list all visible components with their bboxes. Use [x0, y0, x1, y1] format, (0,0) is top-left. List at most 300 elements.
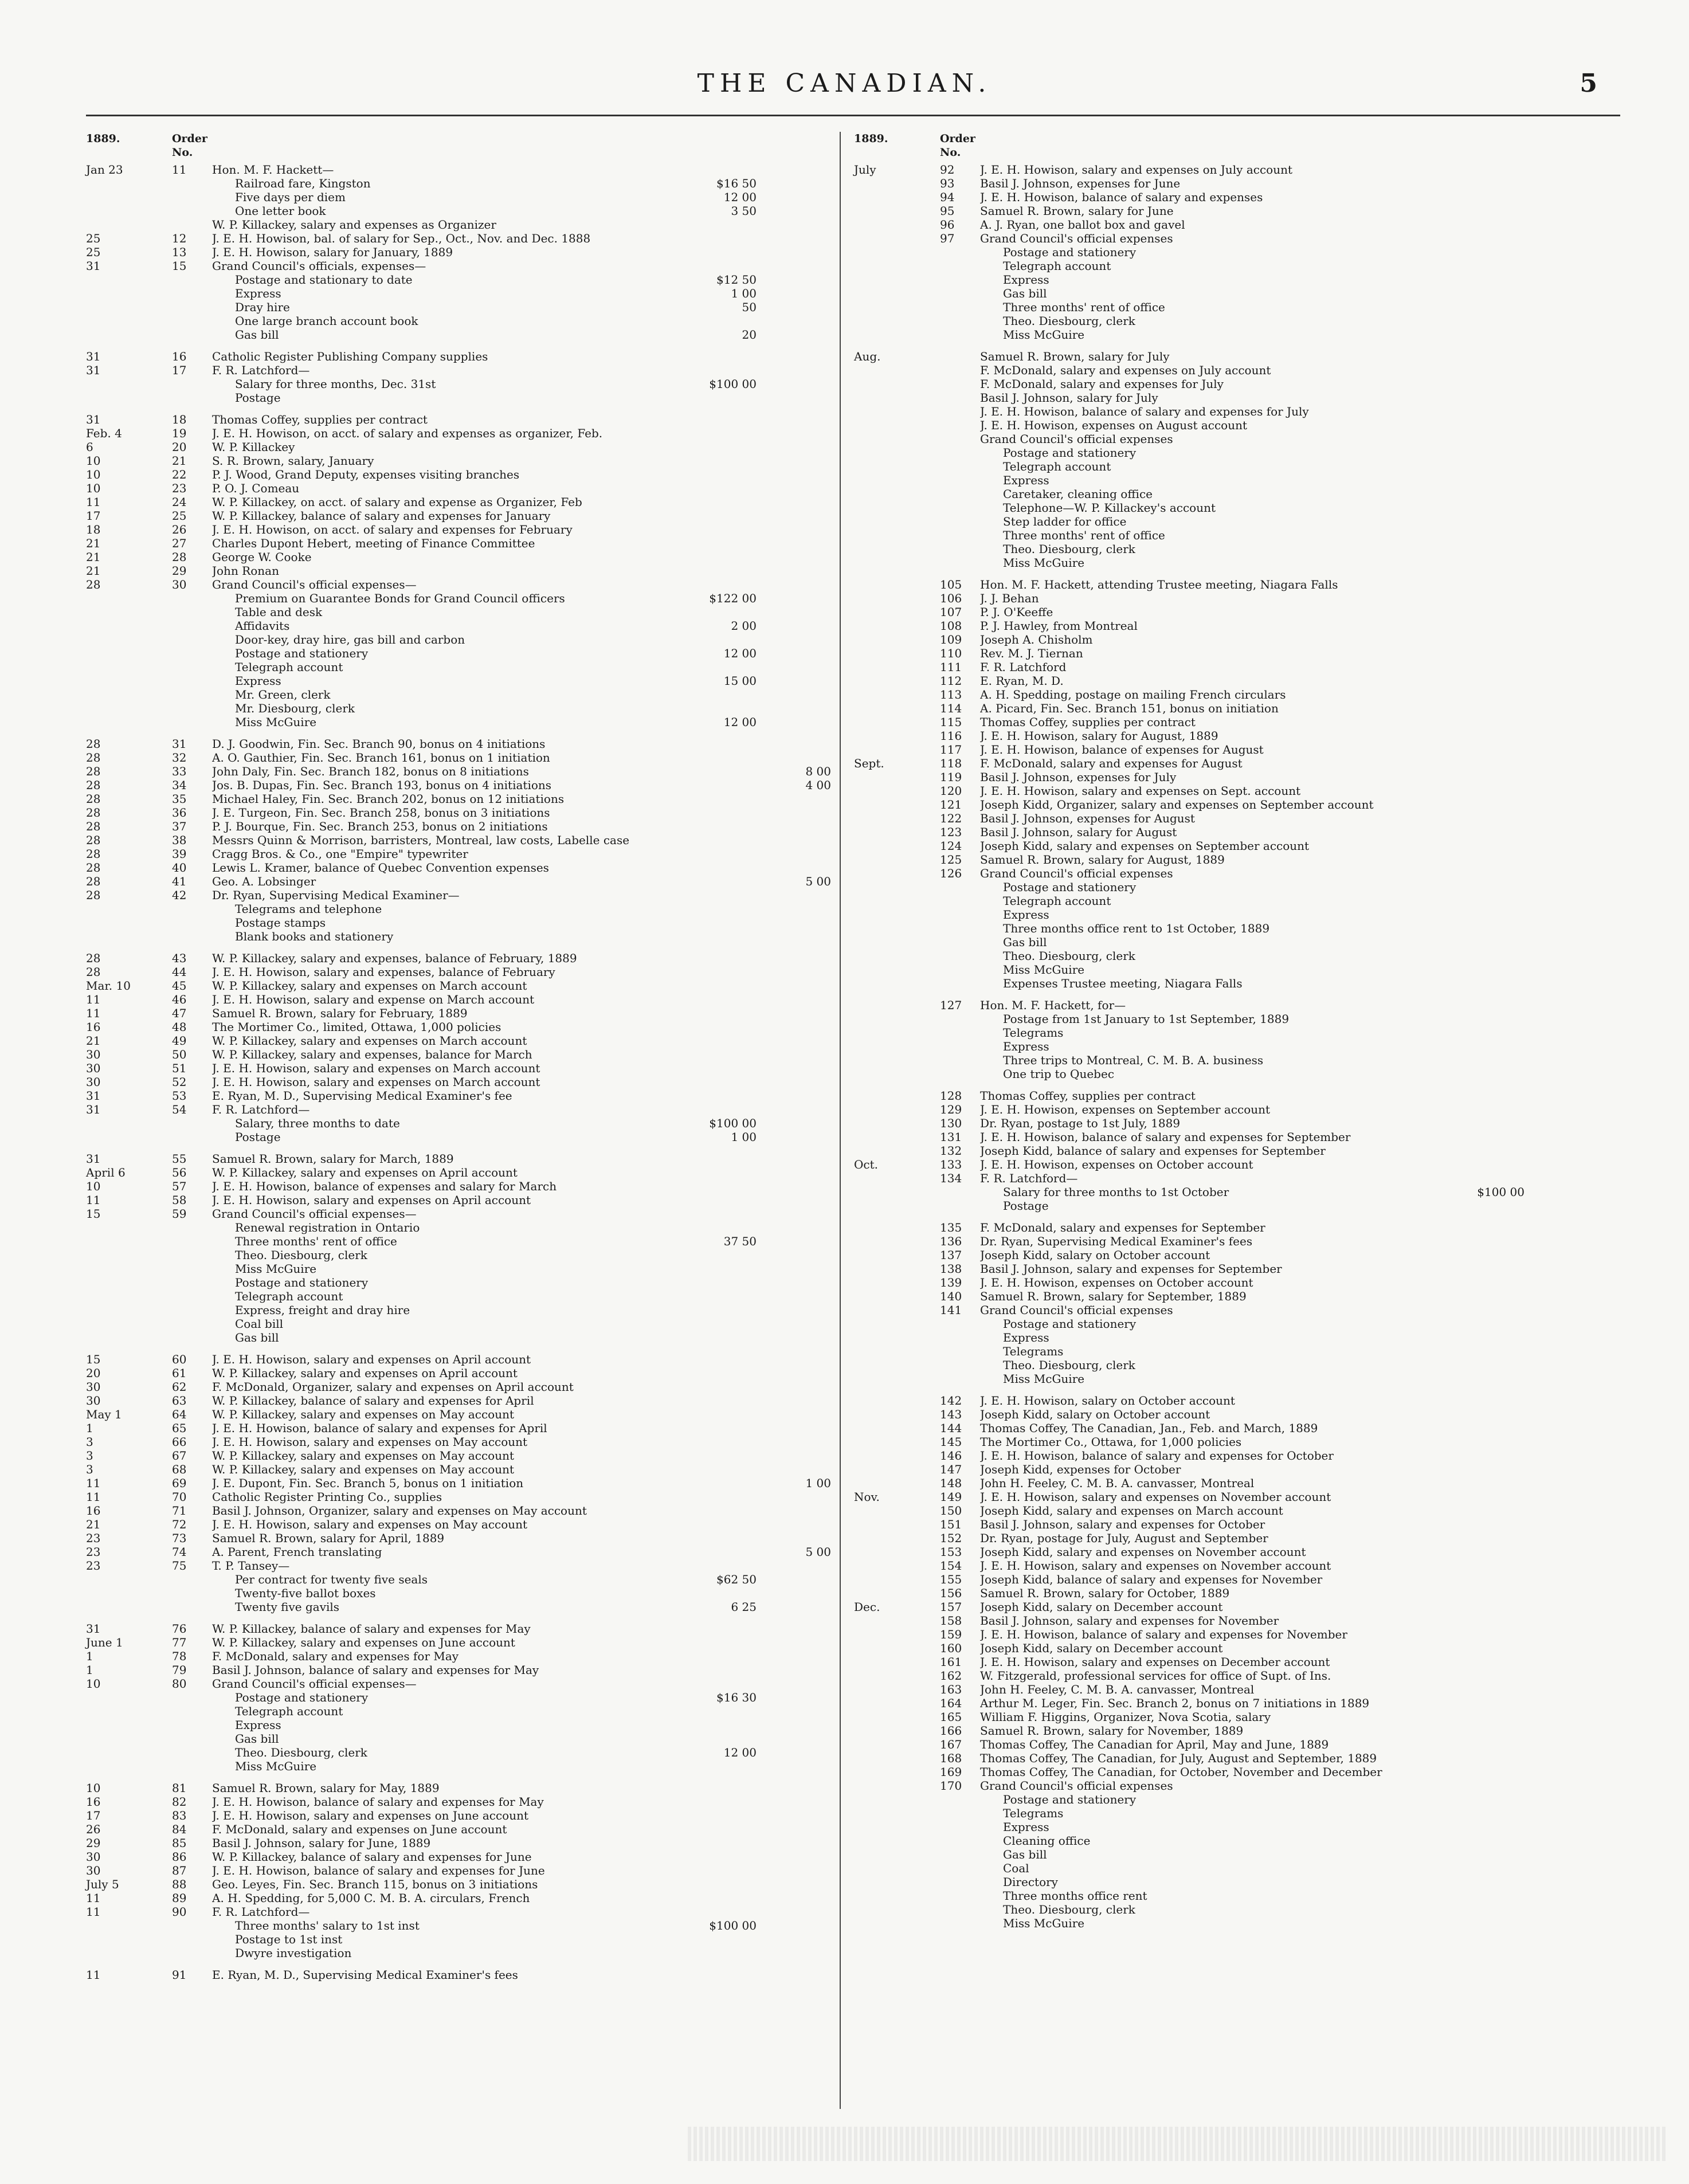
total-amount — [757, 965, 831, 979]
entry-description: William F. Higgins, Organizer, Nova Scotia, salary — [980, 1710, 1271, 1724]
entry-description: Joseph Kidd, salary and expenses on September account — [980, 839, 1310, 853]
entry-description: W. P. Killackey, salary and expenses on April account — [212, 1366, 518, 1380]
entry-date — [854, 578, 940, 591]
ledger-row — [854, 1449, 1599, 1462]
entry-description: Samuel R. Brown, salary for July — [980, 350, 1170, 363]
entry-date: 21 — [86, 550, 101, 564]
entry-description: Miss McGuire — [1003, 963, 1085, 977]
subtotal-amount — [1456, 460, 1525, 473]
ledger-detail-row — [86, 1746, 831, 1759]
entry-date — [854, 1012, 940, 1026]
entry-description: Coal — [1003, 1861, 1029, 1875]
order-number: 110 — [940, 646, 962, 660]
ledger-detail-row — [854, 1793, 1599, 1806]
total-amount — [1525, 190, 1599, 204]
order-number: 30 — [172, 578, 187, 591]
order-number: 140 — [940, 1289, 962, 1303]
ledger-detail-row — [854, 542, 1599, 556]
order-number: 16 — [172, 350, 187, 363]
subtotal-amount — [1456, 1089, 1525, 1103]
subtotal-amount — [688, 1207, 757, 1221]
entry-date — [854, 1276, 940, 1289]
entry-description: Hon. M. F. Hackett— — [212, 163, 334, 177]
subtotal-amount — [1456, 798, 1525, 811]
subtotal-amount — [1456, 273, 1525, 287]
order-number: 55 — [172, 1152, 187, 1166]
order-number: 122 — [940, 811, 962, 825]
entry-description: J. E. H. Howison, salary and expenses on November account — [980, 1559, 1331, 1573]
total-amount — [1525, 259, 1599, 273]
entry-description: Joseph Kidd, Organizer, salary and expenses on September account — [980, 798, 1374, 811]
entry-description: Grand Council's official expenses — [980, 1779, 1173, 1793]
entry-date — [854, 1421, 940, 1435]
entry-date: 21 — [86, 1518, 101, 1531]
subtotal-amount — [1456, 1875, 1525, 1889]
ledger-detail-row — [86, 391, 831, 405]
subtotal-amount — [688, 1366, 757, 1380]
entry-date — [854, 1751, 940, 1765]
entry-description: Gas bill — [1003, 287, 1047, 300]
subtotal-amount — [1456, 1518, 1525, 1531]
entry-description: Theo. Diesbourg, clerk — [235, 1248, 367, 1262]
ledger-detail-row — [86, 1732, 831, 1746]
subtotal-amount — [688, 605, 757, 619]
entry-date — [854, 619, 940, 633]
entry-date: Sept. — [854, 756, 884, 770]
ledger-row — [86, 1822, 831, 1836]
total-amount — [1525, 1144, 1599, 1158]
ledger-row — [854, 1234, 1599, 1248]
subtotal-amount — [1456, 1490, 1525, 1504]
entry-description: Dr. Ryan, postage to 1st July, 1889 — [980, 1116, 1181, 1130]
total-amount — [1525, 1476, 1599, 1490]
entry-date: July — [854, 163, 876, 177]
entry-date — [854, 1144, 940, 1158]
total-amount — [1525, 328, 1599, 342]
ledger-row — [86, 1089, 831, 1103]
entry-description: J. J. Behan — [980, 591, 1039, 605]
total-amount — [757, 1677, 831, 1691]
subtotal-amount — [688, 888, 757, 902]
order-number: 113 — [940, 688, 962, 701]
total-amount — [1525, 273, 1599, 287]
subtotal-amount — [1456, 866, 1525, 880]
order-number — [940, 287, 980, 300]
total-amount — [757, 930, 831, 943]
entry-date — [854, 501, 940, 515]
total-amount: 1 00 — [805, 1476, 831, 1490]
order-number — [172, 1262, 212, 1276]
subtotal-amount: $100 00 — [709, 377, 757, 391]
entry-date — [86, 1262, 172, 1276]
entry-date — [854, 446, 940, 460]
ledger-detail-row — [86, 605, 831, 619]
total-amount — [757, 1732, 831, 1746]
subtotal-amount — [688, 1490, 757, 1504]
order-number: 134 — [940, 1171, 962, 1185]
subtotal-amount — [688, 737, 757, 751]
entry-date — [854, 825, 940, 839]
order-number: 66 — [172, 1435, 187, 1449]
entry-date — [854, 432, 940, 446]
subtotal-amount — [688, 701, 757, 715]
total-amount — [757, 1573, 831, 1586]
ledger-row — [854, 825, 1599, 839]
ledger-row — [86, 1380, 831, 1394]
entry-date — [854, 839, 940, 853]
order-number: 169 — [940, 1765, 962, 1779]
entry-date — [86, 177, 172, 190]
subtotal-amount: 12 00 — [723, 190, 757, 204]
total-amount — [1525, 1916, 1599, 1930]
total-amount — [757, 1152, 831, 1166]
entry-date: 28 — [86, 847, 101, 861]
total-amount — [757, 177, 831, 190]
ledger-row — [854, 1518, 1599, 1531]
subtotal-amount — [1456, 1614, 1525, 1628]
entry-date — [854, 998, 940, 1012]
subtotal-amount — [688, 413, 757, 426]
order-number — [172, 1586, 212, 1600]
order-number: 78 — [172, 1649, 187, 1663]
entry-description: Express — [235, 287, 281, 300]
total-amount — [1525, 798, 1599, 811]
ledger-detail-row — [86, 715, 831, 729]
order-number — [940, 1806, 980, 1820]
ledger-detail-row — [854, 1331, 1599, 1344]
total-amount — [1525, 977, 1599, 990]
total-amount — [757, 861, 831, 875]
ledger-row — [86, 737, 831, 751]
subtotal-amount — [1456, 287, 1525, 300]
order-number — [940, 894, 980, 908]
total-amount — [757, 646, 831, 660]
entry-date — [854, 1573, 940, 1586]
entry-description: Postage — [1003, 1199, 1049, 1213]
entry-date — [854, 1696, 940, 1710]
order-number — [172, 1221, 212, 1234]
entry-date — [854, 1724, 940, 1738]
entry-description: Postage and stationary to date — [235, 273, 413, 287]
total-amount — [757, 1262, 831, 1276]
subtotal-amount: $16 50 — [716, 177, 757, 190]
entry-description: One trip to Quebec — [1003, 1067, 1115, 1081]
order-number — [172, 1331, 212, 1344]
order-number — [940, 515, 980, 528]
ledger-row — [86, 536, 831, 550]
subtotal-amount — [1456, 1683, 1525, 1696]
ledger-row — [86, 454, 831, 468]
order-number: 84 — [172, 1822, 187, 1836]
entry-date — [854, 1889, 940, 1903]
ledger-row — [854, 674, 1599, 688]
row-spacer — [86, 405, 831, 413]
subtotal-amount — [1456, 1067, 1525, 1081]
entry-description: Expenses Trustee meeting, Niagara Falls — [1003, 977, 1243, 990]
total-amount — [1525, 287, 1599, 300]
entry-description: P. O. J. Comeau — [212, 481, 300, 495]
ledger-detail-row — [854, 1344, 1599, 1358]
entry-description: Gas bill — [235, 328, 279, 342]
order-number: 22 — [172, 468, 187, 481]
ledger-row — [86, 495, 831, 509]
ledger-detail-row — [86, 1262, 831, 1276]
entry-date — [86, 701, 172, 715]
ledger-row — [86, 1891, 831, 1905]
total-amount — [1525, 839, 1599, 853]
entry-description: Samuel R. Brown, salary for October, 1889 — [980, 1586, 1230, 1600]
ledger-detail-row — [86, 633, 831, 646]
entry-date — [854, 1303, 940, 1317]
entry-description: P. J. Bourque, Fin. Sec. Branch 253, bonus on 2 initiations — [212, 820, 548, 833]
ledger-detail-row — [86, 1919, 831, 1932]
order-number: 107 — [940, 605, 962, 619]
row-spacer — [854, 1213, 1599, 1221]
subtotal-amount — [1456, 1806, 1525, 1820]
total-amount — [1525, 1435, 1599, 1449]
order-number: 142 — [940, 1394, 962, 1407]
entry-description: Basil J. Johnson, Organizer, salary and expenses on May account — [212, 1504, 587, 1518]
subtotal-amount: $100 00 — [709, 1116, 757, 1130]
entry-date — [854, 1262, 940, 1276]
total-amount — [757, 1919, 831, 1932]
entry-date — [854, 1358, 940, 1372]
entry-description: W. P. Killackey, salary and expenses on May account — [212, 1462, 515, 1476]
order-number: 155 — [940, 1573, 962, 1586]
order-number: 124 — [940, 839, 962, 853]
total-amount — [1525, 1012, 1599, 1026]
ledger-row — [86, 1462, 831, 1476]
entry-date: 10 — [86, 468, 101, 481]
subtotal-amount: 12 00 — [723, 1746, 757, 1759]
ledger-detail-row — [86, 377, 831, 391]
entry-date: 11 — [86, 1968, 101, 1982]
total-amount — [757, 1207, 831, 1221]
subtotal-amount — [688, 1289, 757, 1303]
total-amount: 8 00 — [805, 764, 831, 778]
total-amount — [757, 1490, 831, 1504]
total-amount — [1525, 1276, 1599, 1289]
entry-description: J. E. H. Howison, salary and expenses on March account — [212, 1075, 540, 1089]
ledger-row — [854, 1130, 1599, 1144]
subtotal-amount — [688, 993, 757, 1006]
entry-description: John Ronan — [212, 564, 279, 578]
total-amount — [757, 440, 831, 454]
ledger-row — [86, 440, 831, 454]
column-divider — [840, 132, 841, 2109]
ledger-detail-row — [854, 977, 1599, 990]
subtotal-amount — [688, 1649, 757, 1663]
entry-description: E. Ryan, M. D. — [980, 674, 1064, 688]
subtotal-amount — [1456, 1889, 1525, 1903]
entry-date — [854, 259, 940, 273]
total-amount — [757, 1968, 831, 1982]
entry-date: 30 — [86, 1061, 101, 1075]
order-number: 94 — [940, 190, 955, 204]
ledger-rows — [854, 163, 1599, 1930]
ledger-row — [854, 1600, 1599, 1614]
entry-description: Arthur M. Leger, Fin. Sec. Branch 2, bonus on 7 initiations in 1889 — [980, 1696, 1370, 1710]
order-number: 53 — [172, 1089, 187, 1103]
ledger-detail-row — [854, 1317, 1599, 1331]
order-number — [172, 1573, 212, 1586]
ledger-detail-row — [854, 922, 1599, 935]
entry-description: Miss McGuire — [1003, 1372, 1085, 1386]
entry-description: A. Parent, French translating — [212, 1545, 382, 1559]
entry-description: Telegraph account — [1003, 894, 1111, 908]
total-amount — [757, 1462, 831, 1476]
total-amount — [1525, 204, 1599, 218]
ledger-detail-row — [86, 660, 831, 674]
entry-date — [854, 701, 940, 715]
total-amount — [1525, 1344, 1599, 1358]
entry-description: One large branch account book — [235, 314, 418, 328]
subtotal-amount — [688, 1781, 757, 1795]
order-number — [940, 1793, 980, 1806]
entry-date — [86, 1116, 172, 1130]
entry-description: Postage and stationery — [235, 1276, 369, 1289]
ledger-row — [854, 1276, 1599, 1289]
entry-date: 11 — [86, 1905, 101, 1919]
entry-date — [854, 1407, 940, 1421]
entry-date — [854, 1655, 940, 1669]
entry-description: Express — [1003, 1820, 1049, 1834]
entry-date: June 1 — [86, 1636, 123, 1649]
order-number: 77 — [172, 1636, 187, 1649]
entry-description: E. Ryan, M. D., Supervising Medical Examiner's fees — [212, 1968, 518, 1982]
ledger-row — [854, 1262, 1599, 1276]
order-number: 46 — [172, 993, 187, 1006]
order-number: 157 — [940, 1600, 962, 1614]
ledger-row — [86, 1490, 831, 1504]
entry-date: 17 — [86, 1809, 101, 1822]
entry-description: Step ladder for office — [1003, 515, 1127, 528]
order-number — [940, 446, 980, 460]
order-number: 51 — [172, 1061, 187, 1075]
ledger-row — [854, 1696, 1599, 1710]
total-amount — [757, 1746, 831, 1759]
entry-description: Miss McGuire — [235, 1262, 317, 1276]
row-spacer — [854, 570, 1599, 578]
ledger-row — [854, 1655, 1599, 1669]
ledger-row — [86, 1905, 831, 1919]
order-number — [940, 1067, 980, 1081]
ledger-detail-row — [854, 300, 1599, 314]
subtotal-amount — [688, 979, 757, 993]
entry-description: Dr. Ryan, postage for July, August and September — [980, 1531, 1268, 1545]
subtotal-amount — [688, 1586, 757, 1600]
total-amount — [1525, 1221, 1599, 1234]
total-amount — [757, 1932, 831, 1946]
ledger-detail-row — [86, 1116, 831, 1130]
order-number — [940, 405, 980, 418]
subtotal-amount — [1456, 556, 1525, 570]
ledger-row — [854, 998, 1599, 1012]
entry-date — [86, 1303, 172, 1317]
entry-description: Basil J. Johnson, salary for August — [980, 825, 1177, 839]
ledger-row — [854, 1614, 1599, 1628]
ledger-row — [86, 1061, 831, 1075]
total-amount — [757, 1531, 831, 1545]
order-number — [172, 1746, 212, 1759]
order-number — [172, 660, 212, 674]
order-number: 108 — [940, 619, 962, 633]
entry-date — [86, 1331, 172, 1344]
subtotal-amount — [688, 1075, 757, 1089]
total-amount — [757, 674, 831, 688]
order-number — [172, 1317, 212, 1331]
ledger-row — [854, 1289, 1599, 1303]
entry-description: Dray hire — [235, 300, 290, 314]
entry-date: 1 — [86, 1421, 93, 1435]
entry-date: 6 — [86, 440, 93, 454]
total-amount — [757, 377, 831, 391]
entry-description: W. P. Killackey, salary and expenses on March account — [212, 979, 527, 993]
entry-description: Blank books and stationery — [235, 930, 394, 943]
entry-date — [854, 811, 940, 825]
subtotal-amount — [1456, 350, 1525, 363]
ledger-row — [86, 523, 831, 536]
subtotal-amount — [1456, 1394, 1525, 1407]
entry-date: 31 — [86, 350, 101, 363]
subtotal-amount — [1456, 756, 1525, 770]
total-amount — [757, 1559, 831, 1573]
ledger-row — [86, 1407, 831, 1421]
ledger-row — [86, 1864, 831, 1877]
entry-description: A. J. Ryan, one ballot box and gavel — [980, 218, 1185, 232]
subtotal-amount — [688, 218, 757, 232]
entry-date — [854, 405, 940, 418]
entry-date — [854, 674, 940, 688]
ledger-row — [854, 1710, 1599, 1724]
subtotal-amount: 12 00 — [723, 646, 757, 660]
ledger-detail-row — [86, 287, 831, 300]
entry-date — [86, 1718, 172, 1732]
order-number: 37 — [172, 820, 187, 833]
order-number: 156 — [940, 1586, 962, 1600]
total-amount — [1525, 715, 1599, 729]
total-amount — [757, 314, 831, 328]
order-number: 54 — [172, 1103, 187, 1116]
entry-date — [86, 1704, 172, 1718]
ledger-detail-row — [854, 556, 1599, 570]
entry-date — [854, 1738, 940, 1751]
entry-date — [854, 377, 940, 391]
entry-date: July 5 — [86, 1877, 119, 1891]
subtotal-amount — [1456, 1103, 1525, 1116]
ledger-detail-row — [86, 1704, 831, 1718]
subtotal-amount — [1456, 1421, 1525, 1435]
order-number: 52 — [172, 1075, 187, 1089]
subtotal-amount — [1456, 418, 1525, 432]
ledger-detail-row — [86, 1946, 831, 1960]
entry-date — [854, 418, 940, 432]
total-amount — [757, 1034, 831, 1048]
ledger-detail-row — [854, 1889, 1599, 1903]
ledger-row — [86, 1006, 831, 1020]
total-amount — [757, 468, 831, 481]
entry-description: W. P. Killackey, salary and expenses on June account — [212, 1636, 515, 1649]
entry-date — [854, 605, 940, 619]
order-number: 117 — [940, 743, 962, 756]
subtotal-amount — [1456, 528, 1525, 542]
order-number — [940, 1875, 980, 1889]
total-amount — [1525, 1421, 1599, 1435]
entry-description: J. E. Dupont, Fin. Sec. Branch 5, bonus on 1 initiation — [212, 1476, 524, 1490]
order-number — [172, 1718, 212, 1732]
total-amount — [1525, 1067, 1599, 1081]
ledger-row — [854, 1586, 1599, 1600]
